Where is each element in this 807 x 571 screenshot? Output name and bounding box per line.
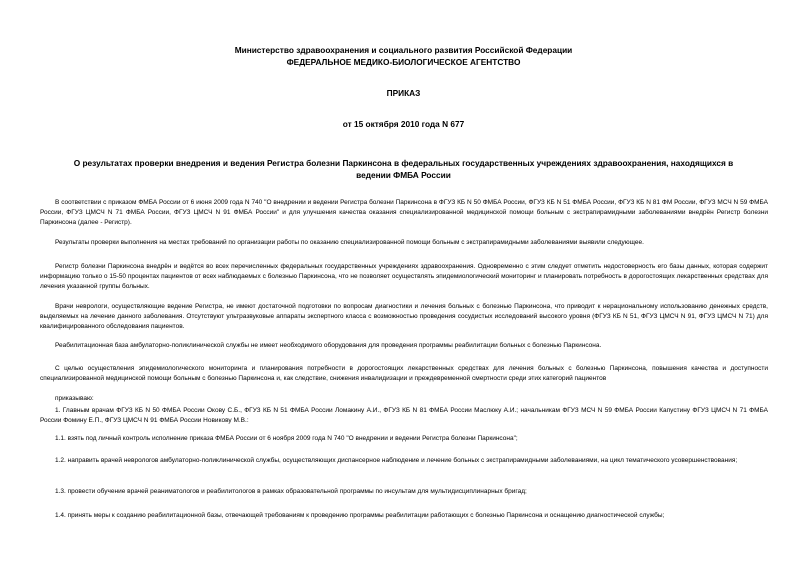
paragraph-7: приказываю: xyxy=(55,395,94,402)
document-title: О результатах проверки внедрения и ведения Регистра болезни Паркинсона в федеральных государственных учреждениях здравоохранения, находящихся в ведении ФМБА России xyxy=(73,158,734,180)
paragraph-8: 1. Главным врачам ФГУЗ КБ N 50 ФМБА России Окову С.Б., ФГУЗ КБ N 51 ФМБА России Ломакину А.И., ФГУЗ КБ N 81 ФМБА России Маслюку А.И.; начальникам ФГУЗ МСЧ N 59 ФМБА России Капустину ФГУЗ ЦМСЧ N 71 ФМБА России Фомину Е.П., ФГУЗ ЦМСЧ N 91 ФМБА России Новикову М.В.: xyxy=(40,407,768,424)
paragraph-1: В соответствии с приказом ФМБА России от 6 июня 2009 года N 740 "О внедрении и ведении Регистра болезни Паркинсона в ФГУЗ КБ N 50 ФМБА России, ФГУЗ КБ N 51 ФМБА России, ФГУЗ КБ N 81 ФМ России, ФГУЗ МСЧ N 59 ФМБА России, ФГУЗ ЦМСЧ N 71 ФМБА России, ФГУЗ ЦМСЧ N 91 ФМБА России" и для улучшения качества оказания специализированной медицинской помощи больным с экстрапирамидными заболеваниями внедрён Регистр болезни Паркинсона (далее - Регистр). xyxy=(40,199,768,226)
paragraph-2: Результаты проверки выполнения на местах требований по организации работы по оказанию специализированной помощи больным с экстрапирамидными заболеваниями выявили следующее. xyxy=(55,239,644,246)
paragraph-6: С целью осуществления эпидемиологического мониторинга и планирования потребности в дорогостоящих лекарственных средствах для лечения больных с болезнью Паркинсона, повышения качества и доступности специализированной медицинской помощи больным с болезнью Паркинсона и, как следствие, снижения инвалидизации и преждевременной смертности среди этих категорий пациентов xyxy=(40,365,768,382)
paragraph-9: 1.1. взять под личный контроль исполнение приказа ФМБА России от 6 ноября 2009 года N 740 "О внедрении и ведении Регистра болезни Паркинсона"; xyxy=(55,435,518,442)
paragraph-12: 1.4. принять меры к созданию реабилитационной базы, отвечающей требованиям к проведению программы реабилитации работающих с болезнью Паркинсона и оснащению диагностической службы; xyxy=(55,512,665,519)
document-type: ПРИКАЗ xyxy=(386,88,421,98)
paragraph-4: Врачи неврологи, осуществляющие ведение Регистра, не имеют достаточной подготовки по вопросам диагностики и лечения больных с болезнью Паркинсона, что приводит к нерациональному использованию денежных средств, выделяемых на лечение данного заболевания. Отсутствуют ультразвуковые аппараты экспертного класса с возможностью проведения сосудистых исследований высокого уровня (ФГУЗ КБ N 51, ФГУЗ ЦМСЧ N 91, ФГУЗ ЦМСЧ N 71) для квалифицированного обследования пациентов. xyxy=(40,303,768,330)
document-date: от 15 октября 2010 года N 677 xyxy=(342,119,465,129)
agency-name: ФЕДЕРАЛЬНОЕ МЕДИКО-БИОЛОГИЧЕСКОЕ АГЕНТСТВО xyxy=(286,57,521,67)
ministry-name: Министерство здравоохранения и социального развития Российской Федерации xyxy=(234,45,573,55)
paragraph-11: 1.3. провести обучение врачей реаниматологов и реабилитологов в рамках образовательной программы по инсультам для мультидисциплинарных бригад; xyxy=(55,488,527,495)
paragraph-10: 1.2. направить врачей неврологов амбулаторно-поликлинической службы, осуществляющих диспансерное наблюдение и лечение больных с экстрапирамидными заболеваниями, на цикл тематического усовершенствования; xyxy=(55,457,738,464)
paragraph-3: Регистр болезни Паркинсона внедрён и ведётся во всех перечисленных федеральных государственных учреждениях здравоохранения. Одновременно с этим следует отметить недостоверность его базы данных, которая содержит информацию только о 15-50 процентах пациентов от всех наблюдаемых с болезнью Паркинсона, что не позволяет осуществлять эпидемиологический мониторинг и планировать потребность в дорогостоящих лекарственных средствах для лечения указанной группы больных. xyxy=(40,263,768,290)
paragraph-5: Реабилитационная база амбулаторно-поликлинической службы не имеет необходимого оборудования для проведения программы реабилитации больных с болезнью Паркинсона. xyxy=(55,342,602,349)
